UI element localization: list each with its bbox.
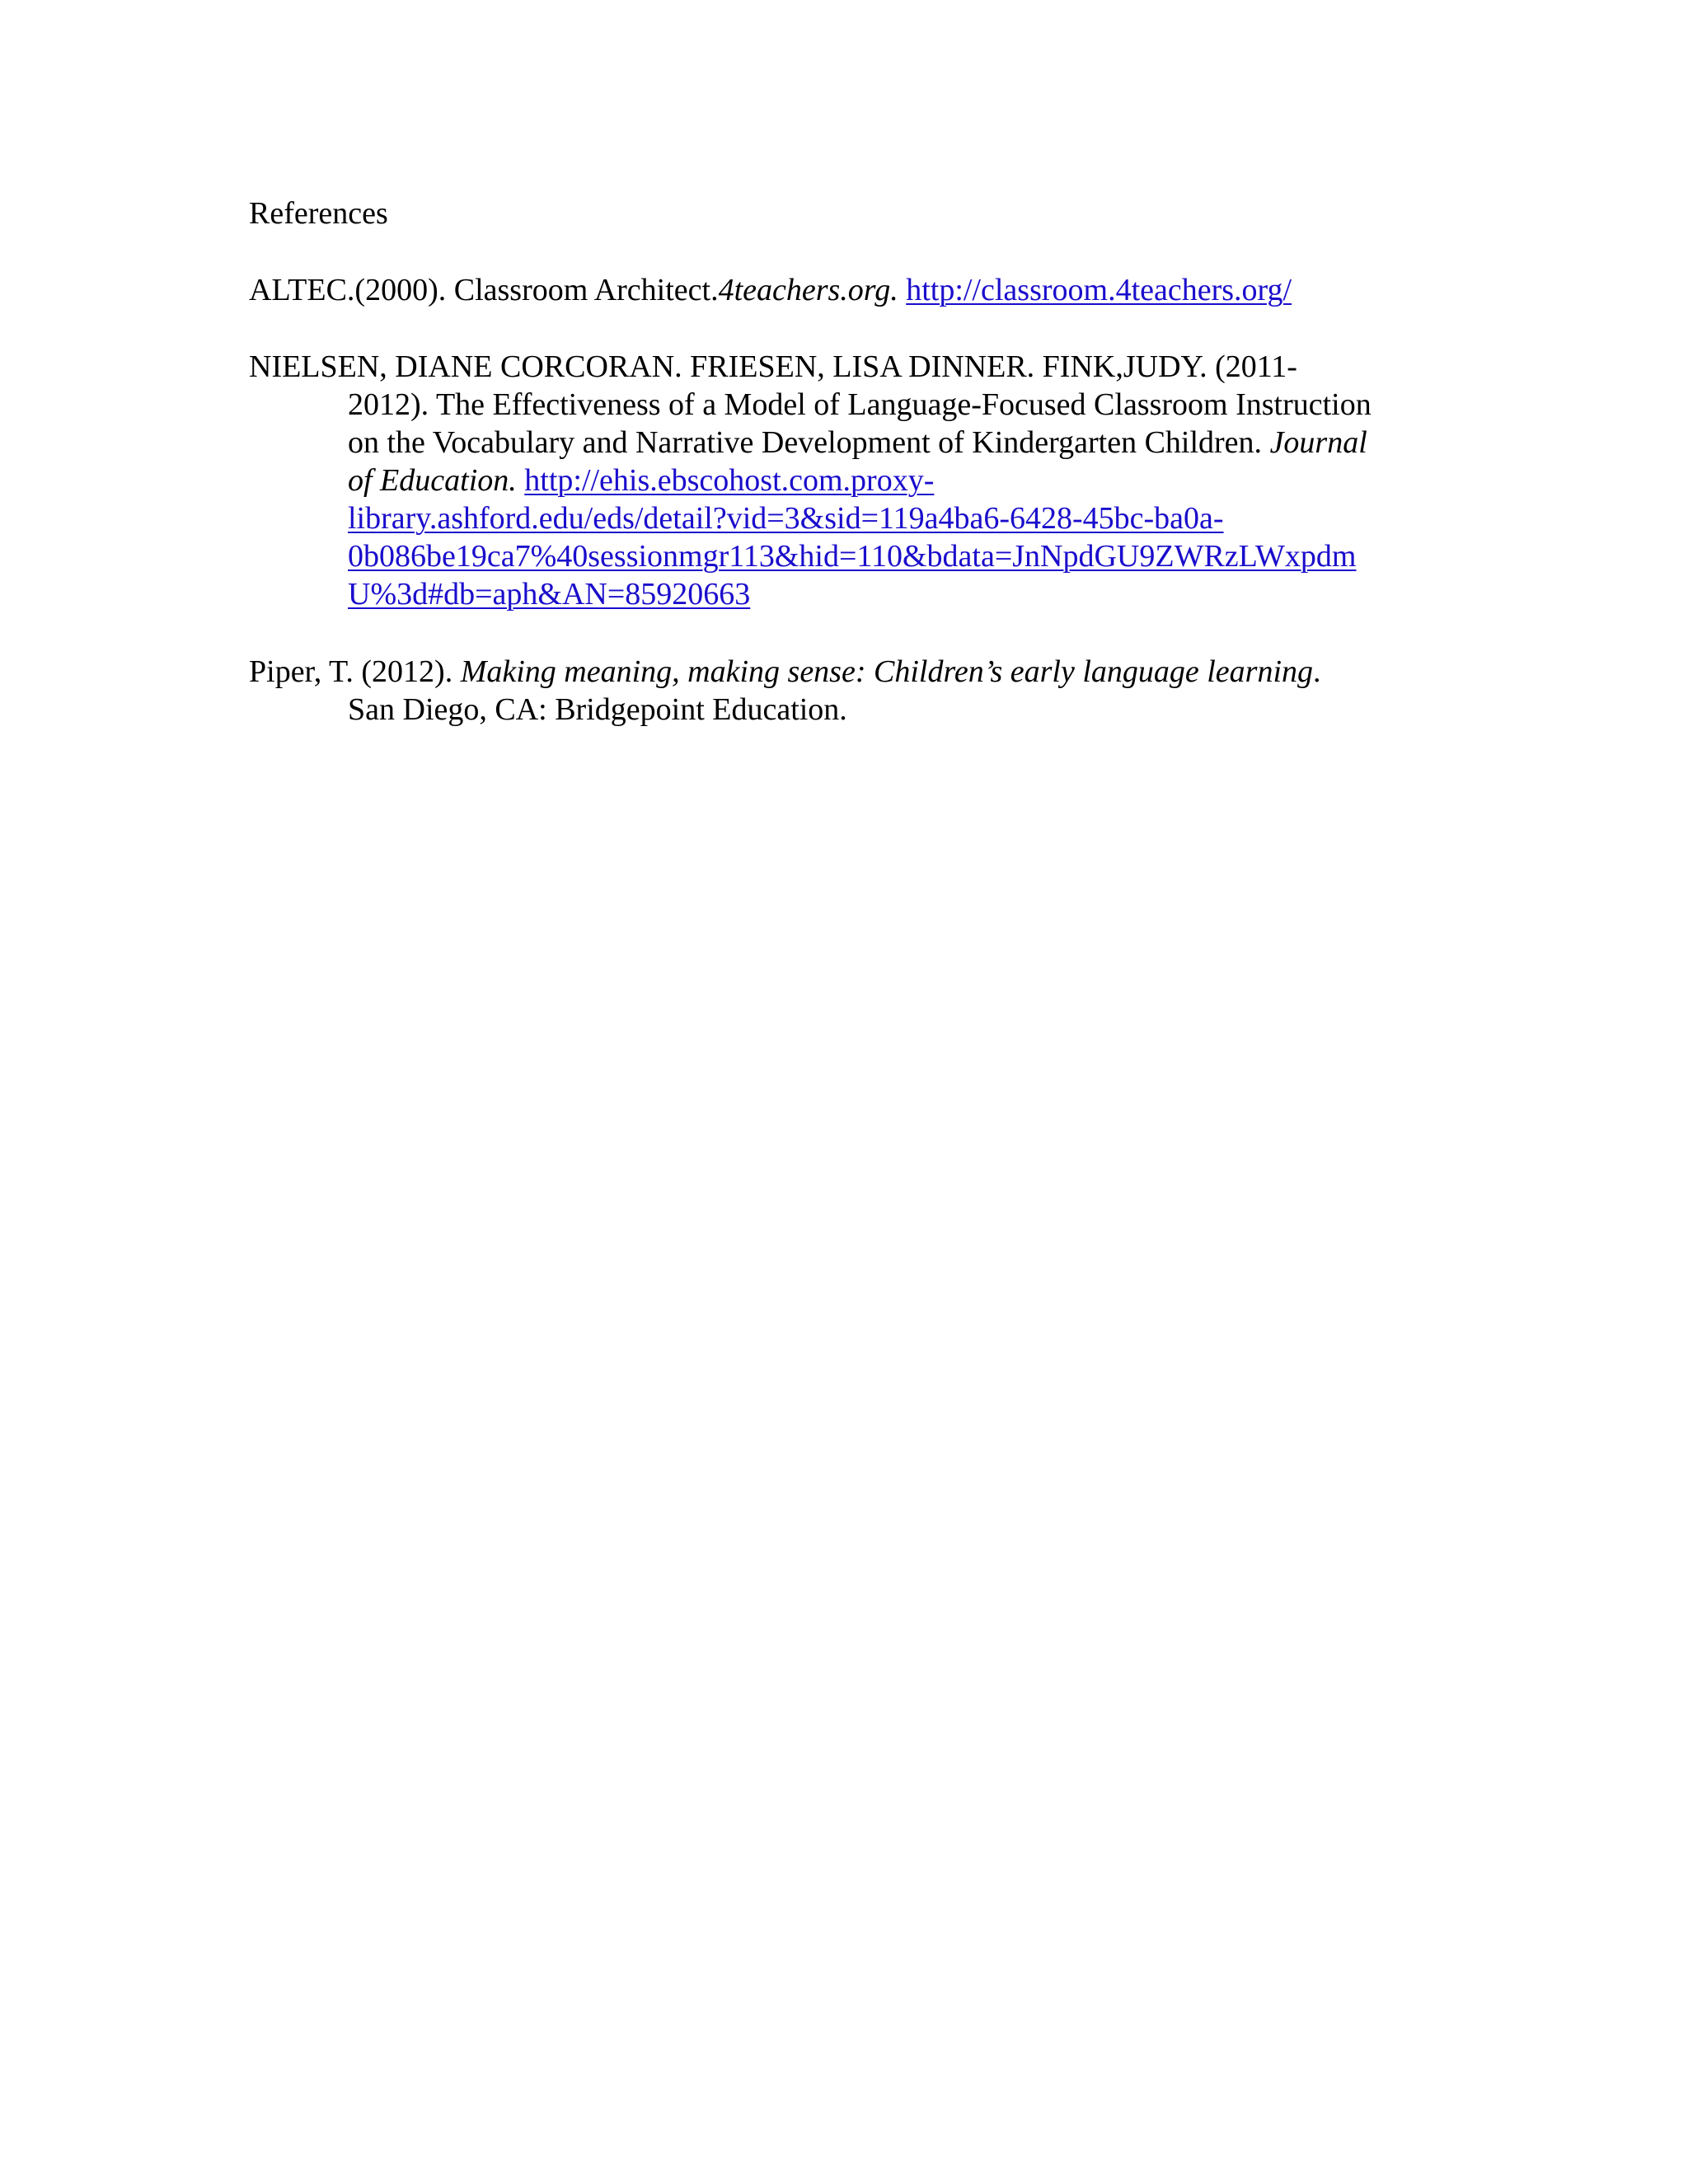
reference-link-ebsco-continued[interactable]: library.ashford.edu/eds/detail?vid=3&sid=119a4ba6-6428-45bc-ba0a- [348,501,1224,536]
reference-link-ebsco-continued[interactable]: 0b086be19ca7%40sessionmgr113&hid=110&bdata=JnNpdGU9ZWRzLWxpdm [348,539,1357,574]
reference-link-classroom-architect[interactable]: http://classroom.4teachers.org/ [906,273,1292,307]
reference-author-date: Piper, T. (2012). [249,654,461,689]
reference-line: 2012). The Effectiveness of a Model of Language-Focused Classroom Instruction [348,387,1372,422]
reference-link-ebsco[interactable]: http://ehis.ebscohost.com.proxy- [524,463,935,498]
reference-line [249,271,1444,309]
reference-line [249,575,1444,613]
reference-line [249,537,1444,575]
references-heading: References [249,196,388,231]
reference-entry-nielsen [249,348,1444,613]
reference-line [249,499,1444,537]
reference-journal-name: Journal [1269,425,1367,460]
reference-entry-altec [249,271,1444,309]
reference-line [249,462,1444,499]
reference-line [249,653,1444,691]
reference-author-date: ALTEC.(2000). Classroom Architect. [249,273,719,307]
reference-link-ebsco-continued[interactable]: U%3d#db=aph&AN=85920663 [348,577,751,612]
reference-line: NIELSEN, DIANE CORCORAN. FRIESEN, LISA DINNER. FINK,JUDY. (2011- [249,349,1297,384]
reference-text: on the Vocabulary and Narrative Development of Kindergarten Children. [348,425,1270,460]
reference-entry-piper [249,653,1444,729]
reference-journal-name-continued: of Education. [348,463,517,498]
reference-book-title: Making meaning, making sense: Children’s early language learning [460,654,1314,689]
reference-publisher: San Diego, CA: Bridgepoint Education. [348,692,847,727]
reference-source: 4teachers.org. [718,273,898,307]
reference-line [249,424,1444,462]
reference-title-period: . [1313,654,1321,689]
